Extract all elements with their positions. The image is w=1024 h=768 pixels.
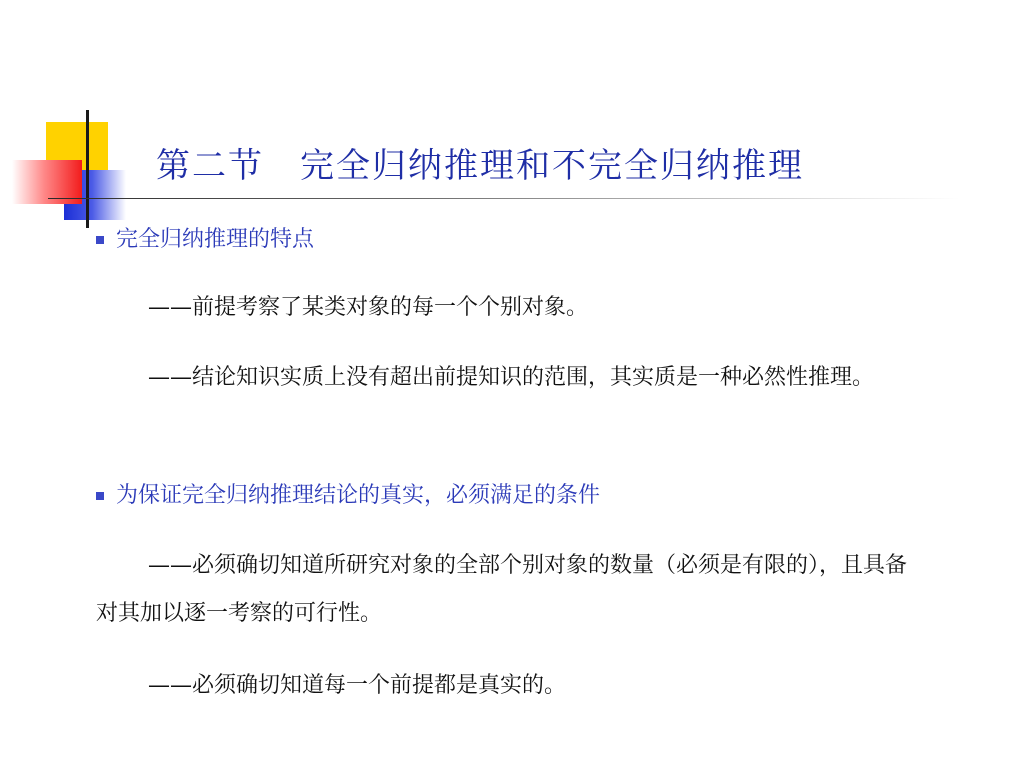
bullet-heading-text: 完全归纳推理的特点 (116, 227, 315, 252)
ornament-vertical-line (86, 110, 89, 228)
square-bullet-icon (96, 236, 104, 244)
bullet-heading-2 (96, 480, 600, 512)
title-underline (48, 198, 960, 199)
body-line: ——必须确切知道所研究对象的全部个别对象的数量（必须是有限的），且具备对其加以逐一考察的可行性。 (96, 553, 908, 626)
square-bullet-icon (96, 492, 104, 500)
bullet-heading-1 (96, 224, 314, 256)
body-line: ——结论知识实质上没有超出前提知识的范围，其实质是一种必然性推理。 (148, 365, 875, 390)
body-line: ——必须确切知道每一个前提都是真实的。 (148, 673, 567, 698)
bullet-heading-text: 为保证完全归纳推理结论的真实，必须满足的条件 (116, 483, 601, 508)
body-line: ——前提考察了某类对象的每一个个别对象。 (148, 295, 589, 320)
slide-title: 第二节 完全归纳推理和不完全归纳推理 (156, 146, 804, 186)
